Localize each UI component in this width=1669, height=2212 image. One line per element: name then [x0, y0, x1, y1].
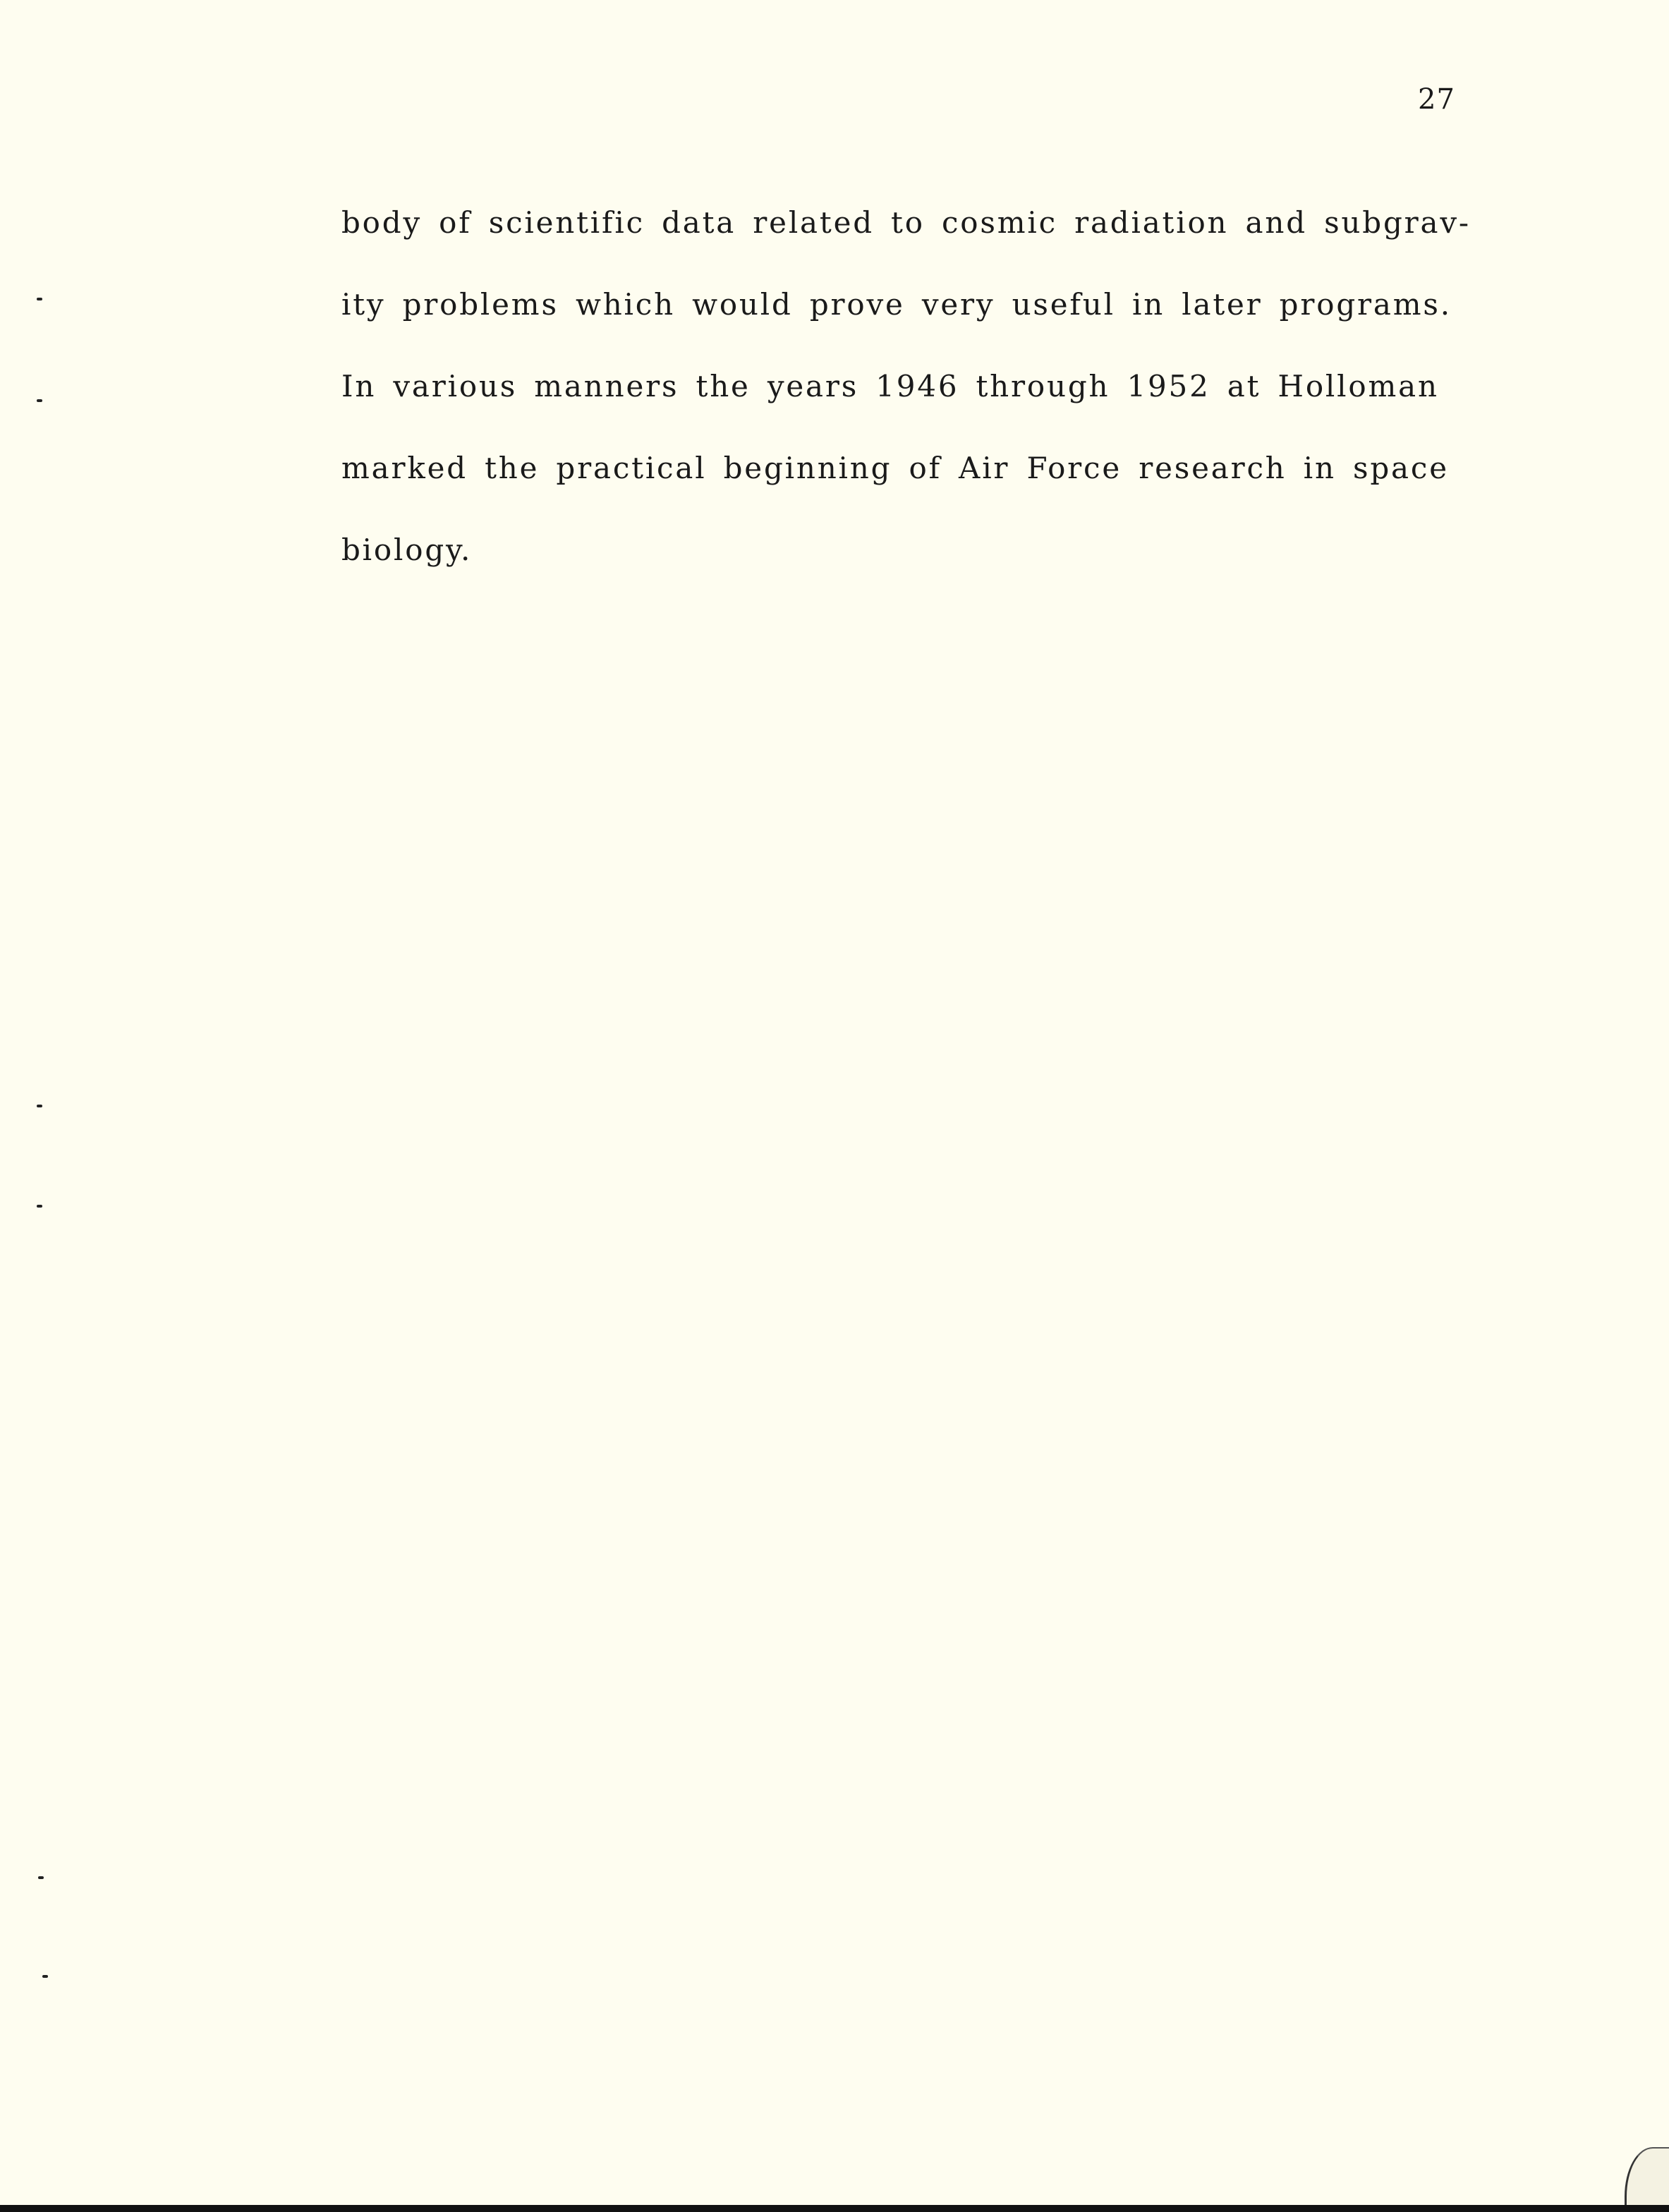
scan-bottom-edge: [0, 2205, 1669, 2212]
text-line: marked the practical beginning of Air Force research in space: [341, 451, 1449, 485]
scan-margin-mark: [37, 399, 42, 402]
text-line: ity problems which would prove very useful in later programs.: [341, 287, 1452, 322]
scan-margin-mark: [37, 1105, 42, 1107]
text-line: body of scientific data related to cosmic radiation and subgrav-: [341, 205, 1471, 240]
scan-margin-mark: [37, 1205, 42, 1208]
scan-margin-mark: [42, 1975, 48, 1978]
page-corner-curl: [1625, 2147, 1669, 2205]
scan-margin-mark: [37, 298, 42, 300]
text-line: biology.: [341, 533, 473, 567]
paragraph: [341, 182, 1471, 591]
scan-margin-mark: [38, 1876, 44, 1879]
text-line: In various manners the years 1946 through 1952 at Holloman: [341, 369, 1439, 403]
page-number: 27: [1418, 83, 1455, 116]
